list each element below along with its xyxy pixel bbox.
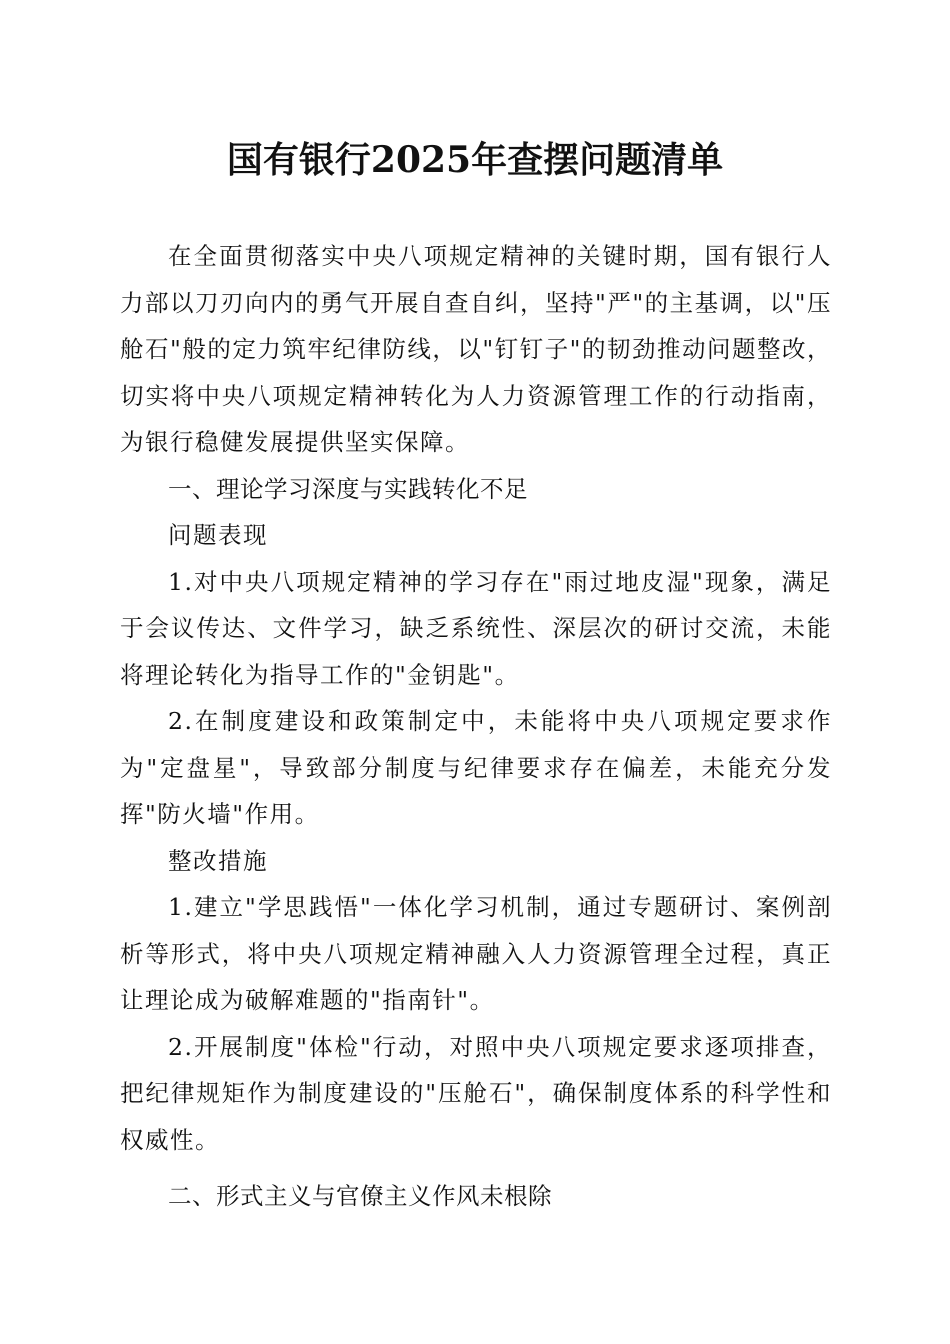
document-body xyxy=(120,233,832,1220)
measure-item-1: 1.建立"学思践悟"一体化学习机制，通过专题研讨、案例剖析等形式，将中央八项规定精神融入人力资源管理全过程，真正让理论成为破解难题的"指南针"。 xyxy=(120,893,832,1014)
intro-paragraph: 在全面贯彻落实中央八项规定精神的关键时期，国有银行人力部以刀刃向内的勇气开展自查自纠，坚持"严"的主基调，以"压舱石"般的定力筑牢纪律防线，以"钉钉子"的韧劲推动问题整改，切实将中央八项规定精神转化为人力资源管理工作的行动指南，为银行稳健发展提供坚实保障。 xyxy=(120,242,832,456)
problem-item-2: 2.在制度建设和政策制定中，未能将中央八项规定要求作为"定盘星"，导致部分制度与纪律要求存在偏差，未能充分发挥"防火墙"作用。 xyxy=(120,707,832,828)
problem-item-1: 1.对中央八项规定精神的学习存在"雨过地皮湿"现象，满足于会议传达、文件学习，缺乏系统性、深层次的研讨交流，未能将理论转化为指导工作的"金钥匙"。 xyxy=(120,567,832,689)
section-heading-1: 一、理论学习深度与实践转化不足 xyxy=(168,474,528,503)
problems-label: 问题表现 xyxy=(168,521,268,549)
section-heading-2: 二、形式主义与官僚主义作风未根除 xyxy=(168,1182,552,1210)
document-title: 国有银行2025年查摆问题清单 xyxy=(226,139,724,181)
measure-item-2: 2.开展制度"体检"行动，对照中央八项规定要求逐项排查，把纪律规矩作为制度建设的"压舱石"，确保制度体系的科学性和权威性。 xyxy=(120,1032,832,1154)
measures-label: 整改措施 xyxy=(168,846,268,875)
